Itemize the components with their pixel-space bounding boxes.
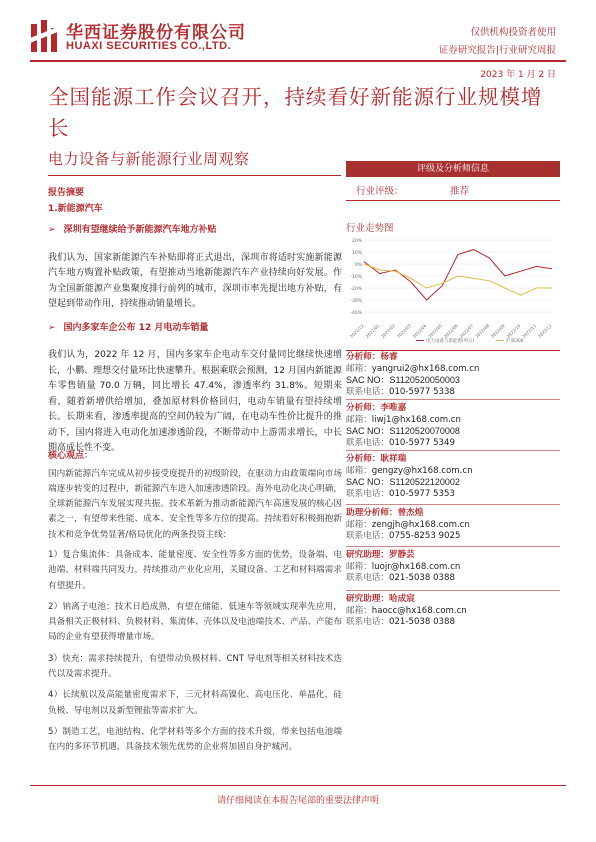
analyst-phone: 021-5038 0388	[388, 573, 455, 584]
analyst-phone: 010-5977 5353	[388, 488, 455, 499]
analyst-block	[346, 508, 560, 543]
y-tick-label: 0%	[354, 263, 362, 268]
trend-chart-title: 行业走势图	[346, 223, 394, 234]
summary-paragraph-2: 我们认为，2022 年 12 月，国内多家车企电动车交付量同比继续快速增长，小鹏、理想交付量环比快速攀升。根据乘联会预测，12 月国内新能源车零售销量 70.0 万辆，同比增长 47.4%，渗透率约 31.8%。短期来看，随着新增供给增加，叠加原材料价格回归，电动车销量有望持续增长。长期来看，渗透率提高的空间仍较为广阔，在电动车性价比提升的推动下，国内将进入电动化加速渗透阶段，不断带动中上游需求增长，中长期高成长性不变。	[48, 350, 342, 453]
analyst-role: 分析师：耿祥瑞	[346, 454, 407, 464]
bullet-heading-1	[48, 223, 342, 239]
phone-label: 联系电话：	[346, 437, 389, 448]
x-tick-label: 2022/07	[458, 323, 475, 340]
analyst-role: 研究助理：哈成宸	[346, 594, 415, 604]
chart-divider	[346, 350, 560, 351]
analyst-block	[346, 594, 560, 629]
report-subtitle: 电力设备与新能源行业周观察	[48, 150, 250, 168]
summary-heading: 报告摘要	[48, 188, 85, 198]
x-tick-label: 2022/05	[427, 323, 444, 340]
phone-label: 联系电话：	[346, 573, 389, 584]
x-tick-label: 2021/12	[348, 323, 365, 340]
analyst-role: 研究助理：罗静芸	[346, 550, 415, 560]
company-name-cn: 华西证券股份有限公司	[66, 23, 246, 43]
analyst-divider	[346, 546, 560, 547]
email-label: 邮箱：	[346, 363, 372, 374]
analyst-phone-row	[346, 617, 560, 629]
rating-label: 行业评级：	[356, 186, 404, 197]
analyst-email[interactable]: zengjh@hx168.com.cn	[371, 519, 470, 530]
email-label: 邮箱：	[346, 465, 372, 476]
email-label: 邮箱：	[346, 561, 372, 572]
phone-label: 联系电话：	[346, 617, 389, 628]
bullet-text-2: 国内多家车企公布 12 月电动车销量	[63, 322, 209, 333]
x-tick-label: 2022/08	[474, 323, 491, 340]
analyst-block	[346, 550, 560, 585]
analyst-divider	[346, 504, 560, 505]
analyst-email[interactable]: haocc@hx168.com.cn	[371, 605, 467, 616]
analyst-block	[346, 352, 560, 398]
series-line-1	[364, 250, 552, 300]
analyst-email-row	[346, 606, 560, 618]
analyst-divider	[346, 399, 560, 400]
core-point-1: 1）复合集流体：具备成本、能量密度、安全性等多方面的优势，设备端、电池端、材料端共同发力，持续推动产业化应用，关键设备、工艺和材料端需求有望提升。	[48, 549, 342, 591]
core-point-5: 5）制造工艺，电池结构、化学材料等多个方面的技术升级，带来包括电池端在内的多环节机遇，具备技术领先优势的企业将加固自身护城河。	[48, 726, 342, 753]
analyst-phone-row	[346, 438, 560, 450]
core-heading: 核心观点：	[48, 451, 94, 461]
summary-column	[48, 180, 342, 457]
x-tick-label: 2022/09	[489, 323, 506, 340]
analyst-block	[346, 454, 560, 500]
core-point-4: 4）长续航以及高能量密度需求下，三元材料高镍化、高电压化、单晶化，硅负极、导电剂以及新型锂盐等需求扩大。	[48, 690, 342, 716]
huaxi-logo-icon	[30, 18, 60, 54]
analyst-phone-row	[346, 489, 560, 501]
header-divider	[30, 60, 566, 62]
phone-label: 联系电话：	[346, 531, 389, 542]
email-label: 邮箱：	[346, 519, 372, 530]
investor-tag: 仅供机构投资者使用	[470, 27, 556, 38]
bullet-heading-2	[48, 321, 342, 337]
analyst-email-row	[346, 466, 560, 478]
analyst-sac-number: SAC NO：S1120520070008	[346, 426, 460, 437]
analyst-divider	[346, 590, 560, 591]
analyst-email[interactable]: luojr@hx168.com.cn	[371, 561, 461, 572]
x-tick-label: 2022/11	[521, 323, 538, 340]
analyst-role: 助理分析师：曾杰煌	[346, 508, 424, 518]
analyst-divider	[346, 450, 560, 451]
arrow-icon: ➢	[48, 322, 56, 333]
arrow-icon: ➢	[48, 225, 56, 235]
rating-value: 推荐	[450, 186, 470, 197]
analyst-email-row	[346, 415, 560, 427]
core-view-column	[48, 449, 342, 756]
rating-divider	[346, 200, 560, 201]
report-date: 2023 年 1 月 2 日	[480, 70, 556, 80]
x-tick-label: 2022/10	[505, 323, 522, 340]
analyst-email[interactable]: liwj1@hx168.com.cn	[371, 414, 461, 425]
analyst-sac-number: SAC NO：S1120520050003	[346, 375, 460, 386]
y-tick-label: 10%	[351, 251, 362, 256]
trend-chart	[346, 234, 560, 348]
core-intro: 国内新能源汽车完成从初步接受度提升的初级阶段，在驱动力由政策端向市场端逐步转变的过程中，新能源汽车进入加速渗透阶段。海外电动化决心明确，全球新能源汽车发展实现共振。技术革新为推动新能源汽车高速发展的核心因素之一，有望带来性能、成本、安全性等多方位的提高。持续看好积极拥抱新技术和竞争优势显著/格局优化的两条投资主线：	[48, 468, 342, 540]
x-tick-label: 2022/01	[364, 323, 381, 340]
analyst-role: 分析师：杨睿	[346, 352, 398, 362]
analyst-phone: 0755-8253 9025	[388, 531, 461, 542]
email-label: 邮箱：	[346, 414, 372, 425]
analyst-role: 分析师：李唯嘉	[346, 403, 407, 413]
x-tick-label: 2022/04	[411, 323, 428, 340]
x-tick-label: 2022/06	[442, 323, 459, 340]
y-tick-label: -40%	[350, 311, 362, 316]
phone-label: 联系电话：	[346, 488, 389, 499]
legal-notice: 请仔细阅读在本报告尾部的重要法律声明	[216, 796, 379, 806]
x-tick-label: 2022/02	[380, 323, 397, 340]
y-tick-label: 20%	[351, 239, 362, 244]
summary-paragraph-1: 我们认为，国家新能源汽车补贴即将正式退出，深圳市将适时实施新能源汽车地方购置补贴政策，有望推动当地新能源汽车产业持续向好发展。作为全国新能源产业集聚度排行前列的城市，深圳市率先提出地方补贴，有望起到带动作用，持续推动销量增长。	[48, 252, 342, 309]
footer-divider	[30, 785, 566, 786]
analyst-phone-row	[346, 531, 560, 543]
series-line-2	[364, 264, 552, 295]
analyst-phone: 010-5977 5338	[388, 386, 455, 397]
analyst-phone: 010-5977 5349	[388, 437, 455, 448]
y-tick-label: -10%	[350, 275, 362, 280]
analyst-phone-row	[346, 387, 560, 399]
analyst-email[interactable]: gengzy@hx168.com.cn	[371, 465, 473, 476]
y-tick-label: -30%	[350, 299, 362, 304]
analyst-email-row	[346, 364, 560, 376]
email-label: 邮箱：	[346, 605, 372, 616]
section-title-nev: 1.新能源汽车	[48, 203, 103, 214]
analyst-phone: 021-5038 0388	[388, 617, 455, 628]
legend-label: 沪深300	[506, 339, 524, 344]
analyst-email-row	[346, 520, 560, 532]
subtitle-divider	[48, 175, 341, 176]
phone-label: 联系电话：	[346, 386, 389, 397]
report-title: 全国能源工作会议召开，持续看好新能源行业规模增长	[48, 85, 543, 140]
analyst-phone-row	[346, 573, 560, 585]
analyst-email[interactable]: yangrui2@hx168.com.cn	[371, 363, 480, 374]
core-point-3: 3）快充：需求持续提升，有望带动负极材料、CNT 导电剂等相关材料技术迭代以及需求提升。	[48, 653, 342, 680]
company-name-en: HUAXI SECURITIES CO.,LTD.	[66, 40, 232, 52]
y-tick-label: -20%	[350, 287, 362, 292]
report-category: 证券研究报告|行业研究周报	[438, 45, 556, 56]
rating-bar-title: 评级及分析师信息	[346, 161, 560, 177]
x-tick-label: 2022/12	[536, 323, 553, 340]
analyst-email-row	[346, 562, 560, 574]
x-tick-label: 2022/03	[395, 323, 412, 340]
bullet-text-1: 深圳有望继续给予新能源汽车地方补贴	[63, 225, 217, 235]
analyst-block	[346, 403, 560, 449]
analyst-sac-number: SAC NO：S1120522120002	[346, 477, 460, 488]
legend-label: 电力设备与新能源(申万)	[426, 339, 475, 344]
core-point-2: 2）钠离子电池：技术日趋成熟，有望在储能、低速车等领域实现率先应用，具备相关正极材料、负极材料、集流体、壳体以及电池端技术、产品、产能布局的企业有望获得增量市场。	[48, 601, 342, 643]
